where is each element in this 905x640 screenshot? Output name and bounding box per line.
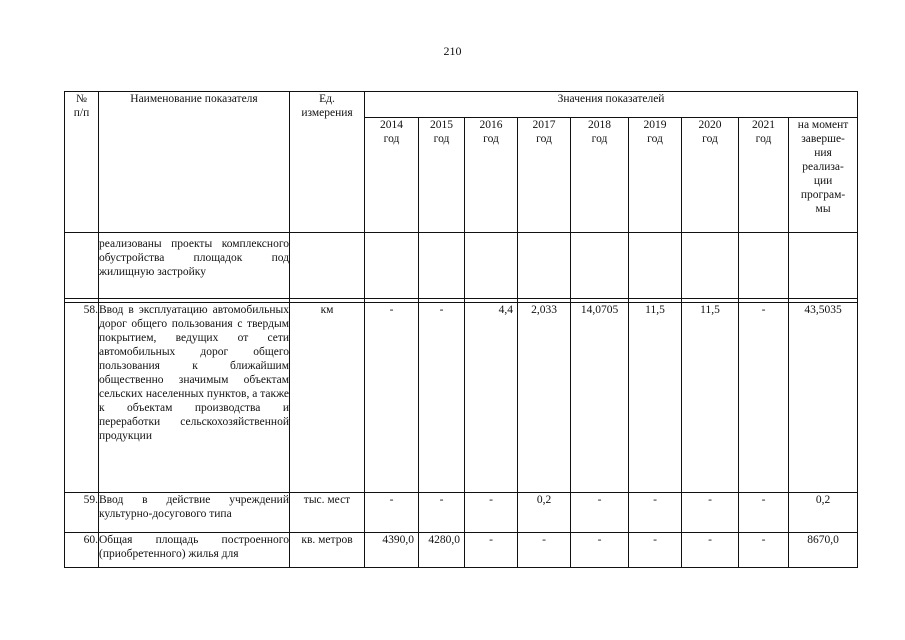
header-year: 2018 год (571, 118, 629, 233)
row-value (365, 233, 419, 299)
row-value: 14,0705 (571, 303, 629, 493)
row-value: - (365, 303, 419, 493)
header-name: Наименование показателя (99, 92, 290, 233)
table-row (65, 493, 858, 533)
row-value: 4,4 (465, 303, 518, 493)
page-number: 210 (443, 44, 462, 58)
header-final: на момент заверше- ния реализа- ции програм- мы (789, 118, 858, 233)
row-value: - (629, 493, 682, 533)
row-unit (290, 233, 365, 299)
row-value: - (419, 303, 465, 493)
row-value: - (465, 533, 518, 568)
row-name: Ввод в эксплуатацию автомобильных дорог общего пользования с твердым покрытием, ведущих от сети автомобильных дорог общего пользования к ближайшим общественно значимым объектам сельских населенных пунктов, а также к объектам производства и переработки сельскохозяйственной продукции (99, 303, 290, 493)
row-value: - (365, 493, 419, 533)
row-unit: км (290, 303, 365, 493)
row-final: 8670,0 (789, 533, 858, 568)
header-unit: Ед. измерения (290, 92, 365, 233)
row-value: - (682, 533, 739, 568)
row-value (419, 233, 465, 299)
row-value: - (739, 303, 789, 493)
header-num: № п/п (65, 92, 99, 233)
header-year: 2015 год (419, 118, 465, 233)
table-row (65, 233, 858, 299)
row-value: - (739, 493, 789, 533)
row-num: 59. (65, 493, 99, 533)
row-value (739, 233, 789, 299)
row-value: 4280,0 (419, 533, 465, 568)
header-year: 2019 год (629, 118, 682, 233)
row-value: - (571, 533, 629, 568)
row-value: - (739, 533, 789, 568)
row-num (65, 233, 99, 299)
header-year: 2016 год (465, 118, 518, 233)
row-unit: кв. метров (290, 533, 365, 568)
table-row (65, 533, 858, 568)
row-value (571, 233, 629, 299)
header-year: 2014 год (365, 118, 419, 233)
row-value (629, 233, 682, 299)
row-value (682, 233, 739, 299)
row-num: 60. (65, 533, 99, 568)
row-unit: тыс. мест (290, 493, 365, 533)
row-final: 43,5035 (789, 303, 858, 493)
row-value: - (682, 493, 739, 533)
header-year: 2020 год (682, 118, 739, 233)
row-value: 11,5 (682, 303, 739, 493)
row-value: - (419, 493, 465, 533)
row-value: - (465, 493, 518, 533)
row-value: 2,033 (518, 303, 571, 493)
header-values-group: Значения показателей (365, 92, 858, 118)
row-value: - (571, 493, 629, 533)
row-value: - (629, 533, 682, 568)
row-final (789, 233, 858, 299)
row-name: реализованы проекты комплексного обустройства площадок под жилищную застройку (99, 233, 290, 299)
row-num: 58. (65, 303, 99, 493)
row-value (518, 233, 571, 299)
header-year: 2021 год (739, 118, 789, 233)
row-value: 4390,0 (365, 533, 419, 568)
row-value: - (518, 533, 571, 568)
row-name: Ввод в действие учреждений культурно-досугового типа (99, 493, 290, 533)
row-final: 0,2 (789, 493, 858, 533)
table-row (65, 303, 858, 493)
row-value: 11,5 (629, 303, 682, 493)
header-year: 2017 год (518, 118, 571, 233)
row-name: Общая площадь построенного (приобретенного) жилья для (99, 533, 290, 568)
indicators-table (64, 91, 858, 568)
row-value (465, 233, 518, 299)
row-value: 0,2 (518, 493, 571, 533)
